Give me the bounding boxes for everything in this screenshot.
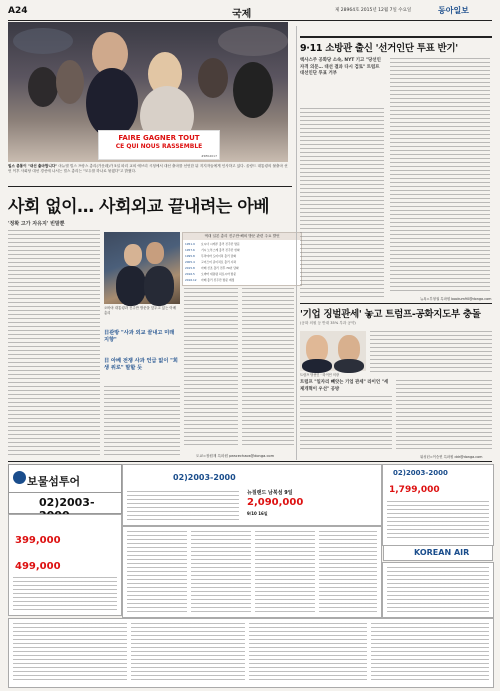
lead-body-col2 bbox=[104, 386, 180, 458]
tour-brand: 보물섬투어 bbox=[27, 475, 81, 488]
china-ad bbox=[8, 514, 122, 616]
ad-bottom-col bbox=[13, 623, 127, 683]
lead-photo-caption bbox=[8, 164, 288, 174]
tour-ad-1 bbox=[8, 464, 122, 494]
right-story1-col1 bbox=[300, 108, 384, 298]
table-row: 1995.8 무라야마 도미이치 총리 담화 bbox=[185, 254, 237, 258]
caption-body: 마뉴엘 빌스 프랑스 총리(가운데)가 5일 파리 교외 에브리 시청에서 대선 출마를 선언한 뒤 지지자들에게 인사하고 있다. 올랑드 대통령의 불출마 선언 이후 사회당 대선 경선에 나서는 빌스 총리는 "모두를 하나로 묶겠다"고 밝혔다. bbox=[8, 164, 288, 173]
right-story2-subhead: (공화 의원 등 반대 35% 부과 공약) bbox=[300, 321, 356, 325]
lead-body-col3 bbox=[184, 288, 238, 448]
travel-ad-phone: 02)2003-2000 bbox=[173, 473, 236, 482]
lead-byline: 도쿄=장원재 특파원 peacechaos@donga.com bbox=[196, 454, 275, 458]
lead-body-col4 bbox=[242, 288, 294, 448]
table-row: 1957.6 기시 노부스케 총리 진주만 헌화 bbox=[185, 248, 240, 252]
abe-photo bbox=[104, 232, 180, 304]
ad-grid-right-lines bbox=[387, 567, 489, 613]
table-row: 2016.5 오바마 대통령 히로시마 방문 bbox=[185, 272, 237, 276]
column-divider bbox=[296, 26, 297, 460]
ad-grid-mid bbox=[122, 526, 382, 618]
travel-ad-date: 9/10 16일 bbox=[247, 511, 268, 516]
right-story2-rule bbox=[300, 303, 492, 304]
table-row: 2005.4 고이즈미 준이치로 총리 사과 bbox=[185, 260, 237, 264]
lead-body-col1 bbox=[8, 230, 100, 458]
ad-bottom-col bbox=[131, 623, 245, 683]
header-rule bbox=[8, 20, 492, 21]
travel-ad-lines bbox=[127, 491, 239, 521]
ad-grid-col bbox=[255, 531, 315, 613]
tour-phone: 02)2003- bbox=[39, 496, 95, 509]
ad-bottom-col bbox=[371, 623, 489, 683]
tour-logo-icon bbox=[13, 471, 26, 484]
ad-grid-col bbox=[191, 531, 251, 613]
lead-rule bbox=[8, 186, 292, 187]
right-story1-col2 bbox=[390, 58, 490, 294]
pull-quote-2: 日 아베 전쟁 사과 언급 없이 "희생 위로" 말할 듯 bbox=[104, 358, 178, 371]
lead-headline: 사회 없이… 사회외교 끝내려는 아베 bbox=[8, 197, 270, 217]
right-story1-byline: 뉴욕=부형권 특파원 bookum90@donga.com bbox=[420, 297, 492, 301]
right-story2-col1 bbox=[300, 396, 392, 452]
ads-divider bbox=[8, 461, 492, 462]
pull-quote-1: 日관방 "사과 외교 끝내고 미래 지향" bbox=[104, 330, 175, 343]
travel-ad-price: 2,090,000 bbox=[247, 497, 304, 508]
leaders-photo-caption: 트럼프 당선인 · 라이언 의장 bbox=[300, 373, 339, 377]
right-story2-deck: 트럼프 "일자리 빼앗는 기업 관세" 라이언 "세제개혁이 우선" 공방 bbox=[300, 380, 389, 392]
table-title: 역대 일본 총리 진주만·해외 방문 관련 주요 발언 bbox=[183, 233, 301, 240]
paper-name: 동아일보 bbox=[438, 6, 469, 15]
side-ad-phone: 02)2003-2000 bbox=[393, 469, 448, 477]
right-story1-headline: 9·11 소방관 출신 '선거인단 투표 반기' bbox=[300, 43, 458, 54]
leaders-photo bbox=[300, 331, 366, 371]
ad-grid-bottom bbox=[8, 618, 494, 688]
right-story2-col-top bbox=[370, 331, 492, 375]
right-story1-subhead: 텍사스주 공화당 소속, NYT 기고 "당선인 자격 의문… 대선 결과 다시 검토" 트럼프 대선인단 투표 거부 bbox=[300, 58, 381, 76]
ad-grid-right bbox=[382, 562, 494, 618]
koreanair-ad bbox=[383, 545, 493, 561]
section-title: 국제 bbox=[232, 9, 252, 20]
sign-credit: #RFA2017 bbox=[201, 154, 217, 158]
right-story2-headline: '기업 징벌관세' 놓고 트럼프-공화지도부 충돌 bbox=[300, 309, 481, 320]
side-ad-lines bbox=[387, 501, 489, 541]
sign-line-1: FAIRE GAGNER TOUT bbox=[118, 134, 200, 142]
travel-ad-headline: 뉴질랜드 남북섬 9일 bbox=[247, 490, 293, 496]
right-story2-col2 bbox=[396, 380, 492, 452]
travel-ad-side bbox=[382, 464, 494, 546]
side-ad-price: 1,799,000 bbox=[389, 485, 440, 495]
travel-ad-main bbox=[122, 464, 382, 526]
right-story1-rule bbox=[300, 36, 492, 38]
tour-ad-2 bbox=[8, 492, 122, 514]
page-header bbox=[0, 0, 500, 22]
china-ad-lines bbox=[13, 577, 117, 611]
campaign-sign bbox=[98, 130, 220, 160]
right-story2-byline: 워싱턴=이승헌 특파원 ddr@donga.com bbox=[420, 455, 483, 459]
koreanair-logo: KOREAN AIR bbox=[414, 548, 470, 557]
sign-line-2: CE QUI NOUS RASSEMBLE bbox=[115, 143, 203, 150]
table-row: 2016.12 아베 총리 진주만 방문 예정 bbox=[185, 278, 235, 282]
page-number: A24 bbox=[8, 6, 28, 16]
lead-photo bbox=[8, 22, 288, 162]
table-row: 1951.9 요시다 시게루 총리 진주만 방문 bbox=[185, 242, 240, 246]
history-table bbox=[182, 232, 302, 286]
ad-grid-col bbox=[319, 531, 377, 613]
table-row: 2015.8 아베 신조 총리 전후 70년 담화 bbox=[185, 266, 239, 270]
issue-meta: 제 28964호 2015년 12월 7일 수요일 bbox=[335, 8, 412, 13]
lead-subhead: '정확 고가 자유지' 빈말뿐 bbox=[8, 221, 65, 227]
china-ad-price2: 499,000 bbox=[15, 561, 61, 572]
ad-grid-col bbox=[127, 531, 187, 613]
abe-photo-caption: 오바마 대통령과 진주만 방문을 앞두고 있는 아베 총리 bbox=[104, 306, 176, 315]
china-ad-price: 399,000 bbox=[15, 535, 61, 546]
caption-title: 빌스 총통이 "대선 출마합니다" bbox=[8, 164, 58, 168]
ad-bottom-col bbox=[249, 623, 367, 683]
